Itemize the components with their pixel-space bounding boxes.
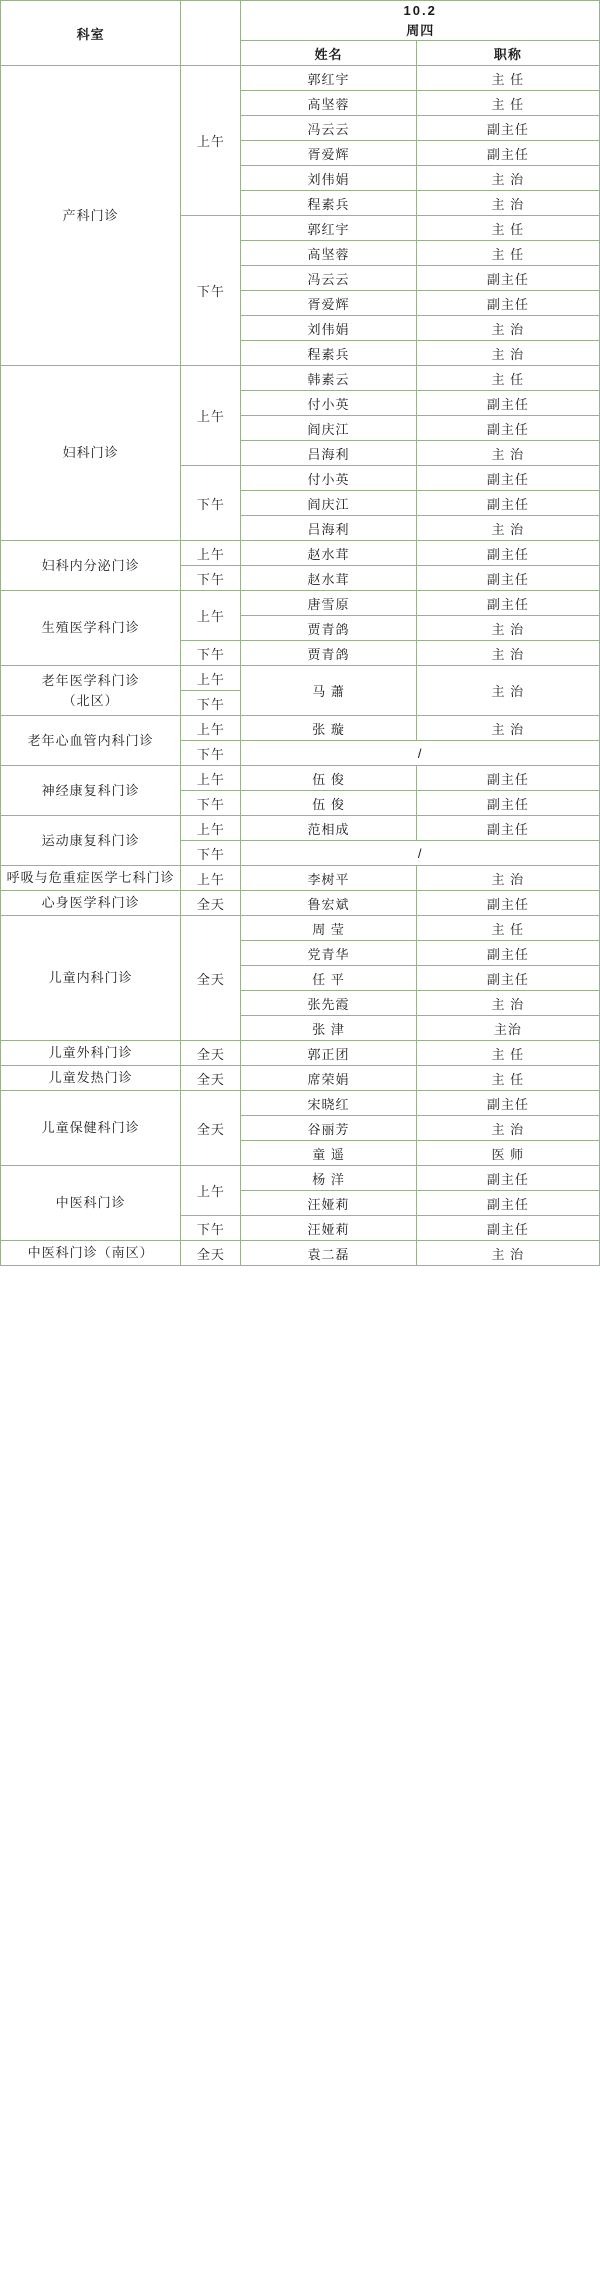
department-label: 心身医学科门诊 — [41, 895, 140, 911]
doctor-name-cell: 刘伟娟 — [241, 166, 416, 191]
doctor-name-cell: 汪娅莉 — [241, 1216, 416, 1241]
doctor-title-cell: 主 治 — [416, 716, 599, 741]
department-label: 中医科门诊 — [55, 1195, 126, 1211]
table-row — [1, 541, 600, 566]
doctor-name-cell: 杨 洋 — [241, 1166, 416, 1191]
department-cell — [1, 866, 181, 891]
department-cell — [1, 1091, 181, 1166]
time-slot-cell: 上午 — [181, 716, 241, 741]
doctor-title-cell: 主 任 — [416, 1066, 599, 1091]
doctor-name-cell: 冯云云 — [241, 266, 416, 291]
doctor-title-cell: 主 任 — [416, 1041, 599, 1066]
doctor-title-cell: 主 治 — [416, 991, 599, 1016]
doctor-title-cell: 副主任 — [416, 966, 599, 991]
doctor-name-cell: 程素兵 — [241, 191, 416, 216]
doctor-name-cell: 贾青鸽 — [241, 641, 416, 666]
time-slot-cell: 上午 — [181, 66, 241, 216]
table-row — [1, 366, 600, 391]
doctor-name-cell: 任 平 — [241, 966, 416, 991]
department-label: 儿童内科门诊 — [48, 970, 133, 986]
doctor-title-cell: 主 治 — [416, 166, 599, 191]
doctor-title-cell: 主 治 — [416, 1241, 599, 1266]
department-label: 儿童保健科门诊 — [41, 1120, 140, 1136]
doctor-name-cell: 周 莹 — [241, 916, 416, 941]
time-slot-cell: 上午 — [181, 591, 241, 641]
time-slot-cell: 上午 — [181, 866, 241, 891]
doctor-title-cell: 主 任 — [416, 216, 599, 241]
doctor-title-cell: 副主任 — [416, 116, 599, 141]
header-date — [241, 1, 600, 41]
department-cell — [1, 716, 181, 766]
doctor-title-cell: 副主任 — [416, 816, 599, 841]
doctor-name-cell: 张 津 — [241, 1016, 416, 1041]
table-row — [1, 666, 600, 691]
doctor-title-cell: 主 治 — [416, 191, 599, 216]
doctor-name-cell: 郭红宇 — [241, 66, 416, 91]
doctor-title-cell: 副主任 — [416, 791, 599, 816]
header-row-1 — [1, 1, 600, 41]
doctor-title-cell: 医 师 — [416, 1141, 599, 1166]
department-cell — [1, 1041, 181, 1066]
time-slot-cell: 下午 — [181, 466, 241, 541]
doctor-name-cell: 席荣娟 — [241, 1066, 416, 1091]
doctor-name-cell: 汪娅莉 — [241, 1191, 416, 1216]
table-row — [1, 816, 600, 841]
doctor-name-cell: 刘伟娟 — [241, 316, 416, 341]
department-label: 妇科门诊 — [62, 445, 119, 461]
department-label: 老年心血管内科门诊 — [27, 732, 154, 748]
doctor-name-cell: 赵水茸 — [241, 541, 416, 566]
department-label: 儿童外科门诊 — [48, 1045, 133, 1061]
doctor-name-cell: 袁二磊 — [241, 1241, 416, 1266]
doctor-name-cell: 胥爱辉 — [241, 291, 416, 316]
time-slot-cell: 全天 — [181, 891, 241, 916]
empty-slot-cell: / — [241, 841, 600, 866]
header-date-weekday: 周四 — [406, 22, 435, 38]
table-row — [1, 891, 600, 916]
doctor-title-cell: 副主任 — [416, 491, 599, 516]
doctor-title-cell: 主 治 — [416, 441, 599, 466]
header-date-day: 10.2 — [403, 3, 437, 18]
doctor-title-cell: 主治 — [416, 1016, 599, 1041]
doctor-name-cell: 谷丽芳 — [241, 1116, 416, 1141]
time-slot-cell: 全天 — [181, 1091, 241, 1166]
department-cell — [1, 816, 181, 866]
table-header — [1, 1, 600, 66]
doctor-name-cell: 张 璇 — [241, 716, 416, 741]
time-slot-cell: 下午 — [181, 791, 241, 816]
doctor-title-cell: 主 任 — [416, 916, 599, 941]
doctor-title-cell: 副主任 — [416, 541, 599, 566]
doctor-name-cell: 郭正团 — [241, 1041, 416, 1066]
department-cell — [1, 891, 181, 916]
doctor-title-cell: 主 治 — [416, 641, 599, 666]
doctor-name-cell: 伍 俊 — [241, 791, 416, 816]
time-slot-cell: 上午 — [181, 1166, 241, 1216]
table-row — [1, 1166, 600, 1191]
department-cell — [1, 1241, 181, 1266]
department-label: 神经康复科门诊 — [41, 782, 140, 798]
time-slot-cell: 上午 — [181, 541, 241, 566]
department-label: 生殖医学科门诊 — [41, 620, 140, 636]
time-slot-cell: 下午 — [181, 691, 241, 716]
doctor-name-cell: 高坚蓉 — [241, 241, 416, 266]
doctor-name-cell: 程素兵 — [241, 341, 416, 366]
doctor-title-cell: 副主任 — [416, 141, 599, 166]
time-slot-cell: 下午 — [181, 1216, 241, 1241]
department-cell — [1, 1166, 181, 1241]
doctor-title-cell: 主 治 — [416, 516, 599, 541]
doctor-name-cell: 宋晓红 — [241, 1091, 416, 1116]
table-row — [1, 716, 600, 741]
doctor-name-cell: 付小英 — [241, 391, 416, 416]
doctor-title-cell: 主 治 — [416, 866, 599, 891]
time-slot-cell: 下午 — [181, 216, 241, 366]
doctor-name-cell: 赵水茸 — [241, 566, 416, 591]
table-body — [1, 66, 600, 1266]
doctor-name-cell: 唐雪原 — [241, 591, 416, 616]
doctor-title-cell: 副主任 — [416, 1091, 599, 1116]
doctor-title-cell: 副主任 — [416, 891, 599, 916]
doctor-name-cell: 范相成 — [241, 816, 416, 841]
department-label: 妇科内分泌门诊 — [41, 557, 140, 573]
time-slot-cell: 下午 — [181, 641, 241, 666]
doctor-name-cell: 郭红宇 — [241, 216, 416, 241]
department-label: 运动康复科门诊 — [41, 832, 140, 848]
doctor-title-cell: 副主任 — [416, 566, 599, 591]
doctor-title-cell: 副主任 — [416, 266, 599, 291]
table-row — [1, 66, 600, 91]
doctor-name-cell: 胥爱辉 — [241, 141, 416, 166]
table-row — [1, 1066, 600, 1091]
doctor-title-cell: 副主任 — [416, 1216, 599, 1241]
header-title: 职称 — [416, 41, 599, 66]
doctor-title-cell: 主 治 — [416, 1116, 599, 1141]
doctor-name-cell: 高坚蓉 — [241, 91, 416, 116]
doctor-title-cell: 主 任 — [416, 366, 599, 391]
department-label: 中医科门诊（南区） — [27, 1245, 154, 1261]
table-row — [1, 866, 600, 891]
table-row — [1, 766, 600, 791]
doctor-title-cell: 主 治 — [416, 666, 599, 716]
doctor-name-cell: 阎庆江 — [241, 491, 416, 516]
department-label: （北区） — [62, 692, 119, 708]
doctor-name-cell: 伍 俊 — [241, 766, 416, 791]
department-cell — [1, 916, 181, 1041]
time-slot-cell: 全天 — [181, 1066, 241, 1091]
header-time-spacer — [181, 1, 241, 66]
doctor-name-cell: 吕海利 — [241, 516, 416, 541]
time-slot-cell: 下午 — [181, 841, 241, 866]
doctor-title-cell: 副主任 — [416, 291, 599, 316]
doctor-title-cell: 副主任 — [416, 591, 599, 616]
table-row — [1, 591, 600, 616]
table-row — [1, 916, 600, 941]
doctor-name-cell: 张先霞 — [241, 991, 416, 1016]
department-cell — [1, 666, 181, 716]
doctor-title-cell: 主 任 — [416, 91, 599, 116]
empty-slot-cell: / — [241, 741, 600, 766]
doctor-title-cell: 副主任 — [416, 941, 599, 966]
doctor-name-cell: 付小英 — [241, 466, 416, 491]
department-label: 老年医学科门诊 — [41, 673, 140, 688]
doctor-name-cell: 韩素云 — [241, 366, 416, 391]
doctor-name-cell: 阎庆江 — [241, 416, 416, 441]
time-slot-cell: 上午 — [181, 766, 241, 791]
department-label: 儿童发热门诊 — [48, 1070, 133, 1086]
department-cell — [1, 766, 181, 816]
table-row — [1, 1241, 600, 1266]
header-name: 姓名 — [241, 41, 416, 66]
department-label: 呼吸与危重症医学七科门诊 — [6, 870, 175, 886]
department-cell — [1, 1066, 181, 1091]
doctor-title-cell: 副主任 — [416, 391, 599, 416]
table-row — [1, 1041, 600, 1066]
doctor-title-cell: 副主任 — [416, 416, 599, 441]
doctor-title-cell: 副主任 — [416, 766, 599, 791]
department-cell — [1, 541, 181, 591]
doctor-title-cell: 主 治 — [416, 341, 599, 366]
time-slot-cell: 下午 — [181, 741, 241, 766]
table-row — [1, 1091, 600, 1116]
department-cell — [1, 366, 181, 541]
time-slot-cell: 全天 — [181, 1241, 241, 1266]
doctor-title-cell: 副主任 — [416, 1191, 599, 1216]
doctor-title-cell: 副主任 — [416, 466, 599, 491]
department-label: 产科门诊 — [62, 207, 119, 223]
department-cell — [1, 591, 181, 666]
time-slot-cell: 上午 — [181, 666, 241, 691]
time-slot-cell: 上午 — [181, 816, 241, 841]
doctor-title-cell: 主 任 — [416, 66, 599, 91]
time-slot-cell: 上午 — [181, 366, 241, 466]
header-department: 科室 — [1, 1, 181, 66]
doctor-name-cell: 李树平 — [241, 866, 416, 891]
doctor-name-cell: 冯云云 — [241, 116, 416, 141]
doctor-name-cell: 吕海利 — [241, 441, 416, 466]
doctor-name-cell: 童 遥 — [241, 1141, 416, 1166]
doctor-title-cell: 副主任 — [416, 1166, 599, 1191]
doctor-title-cell: 主 治 — [416, 316, 599, 341]
doctor-name-cell: 贾青鸽 — [241, 616, 416, 641]
time-slot-cell: 全天 — [181, 916, 241, 1041]
time-slot-cell: 下午 — [181, 566, 241, 591]
doctor-name-cell: 鲁宏斌 — [241, 891, 416, 916]
doctor-name-cell: 党青华 — [241, 941, 416, 966]
department-cell — [1, 66, 181, 366]
time-slot-cell: 全天 — [181, 1041, 241, 1066]
doctor-name-cell: 马 蕭 — [241, 666, 416, 716]
doctor-title-cell: 主 任 — [416, 241, 599, 266]
doctor-title-cell: 主 治 — [416, 616, 599, 641]
